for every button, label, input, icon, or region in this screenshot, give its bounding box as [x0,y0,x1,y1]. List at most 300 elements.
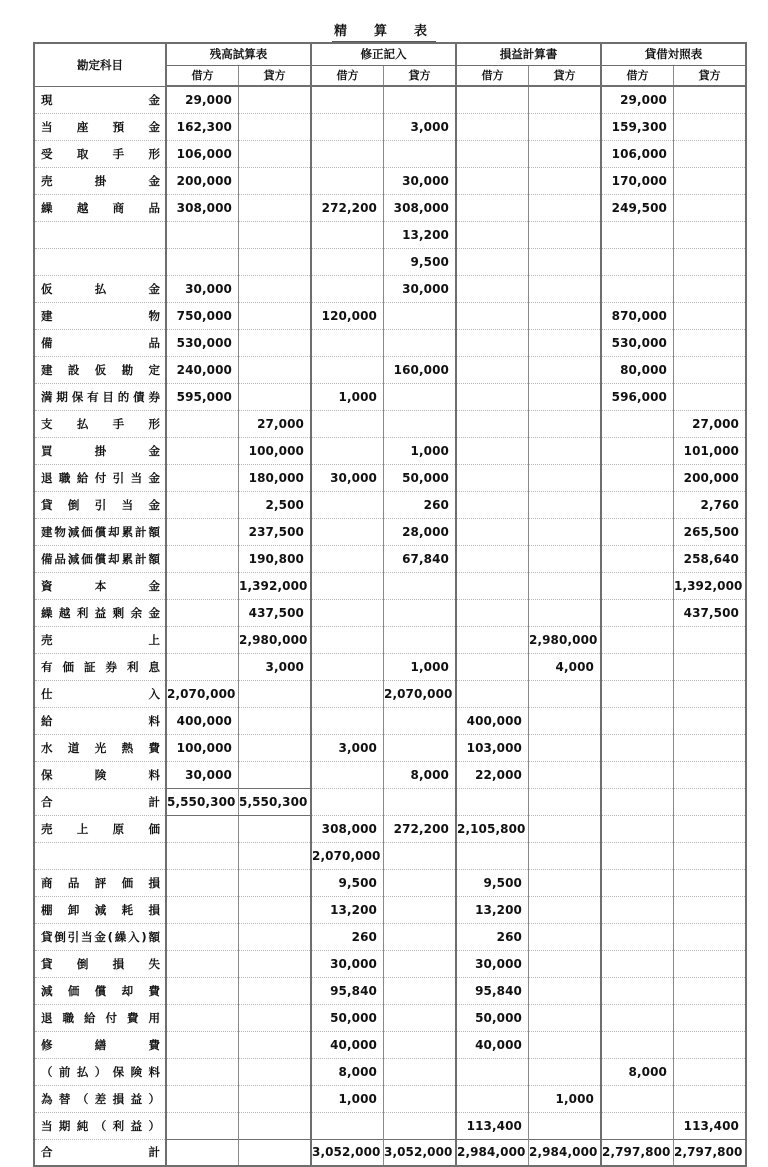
table-cell-value [384,950,457,977]
table-cell-value: 258,640 [674,545,747,572]
table-cell-value [384,977,457,1004]
table-cell-value [601,707,674,734]
table-cell-value [601,410,674,437]
table-cell-value [166,950,239,977]
table-cell-value [166,599,239,626]
table-cell-value [384,383,457,410]
table-cell-value: 870,000 [601,302,674,329]
table-cell-value [456,329,529,356]
table-cell-value [456,680,529,707]
table-cell-value [456,221,529,248]
table-cell-value [529,599,602,626]
account-label-text: 商品評価損 [41,875,160,890]
table-cell-value: 5,550,300 [166,788,239,815]
table-cell-value [529,113,602,140]
table-cell-value [529,1058,602,1085]
table-cell-value [311,707,384,734]
table-cell-value [239,1085,312,1112]
table-cell-value [674,923,747,950]
table-cell-value [239,1112,312,1139]
table-cell-value [456,599,529,626]
group-header-income-statement: 損益計算書 [456,43,601,65]
table-cell-value [674,1031,747,1058]
table-cell-value: 2,070,000 [311,842,384,869]
table-cell-value [311,356,384,383]
table-cell-value: 160,000 [384,356,457,383]
table-cell-value [456,545,529,572]
group-header-trial-balance: 残高試算表 [166,43,311,65]
account-label-text: 仮払金 [41,281,160,296]
table-cell-value [311,1112,384,1139]
table-row [34,1031,746,1058]
table-cell-value: 1,000 [529,1085,602,1112]
table-cell-value: 30,000 [311,464,384,491]
table-cell-value [529,518,602,545]
table-cell-value [601,437,674,464]
table-cell-value [166,842,239,869]
account-label-text: 現金 [41,92,160,107]
table-cell-value: 260 [456,923,529,950]
table-row [34,599,746,626]
table-cell-value [384,707,457,734]
table-cell-value [456,518,529,545]
account-label [34,734,166,761]
table-cell-value [601,221,674,248]
table-cell-value [601,275,674,302]
table-cell-value: 2,797,800 [674,1139,747,1166]
table-cell-value: 308,000 [384,194,457,221]
table-cell-value [166,1112,239,1139]
table-cell-value [239,167,312,194]
table-cell-value [529,464,602,491]
table-cell-value [311,437,384,464]
table-cell-value: 1,392,000 [239,572,312,599]
table-cell-value: 750,000 [166,302,239,329]
table-cell-value [384,1004,457,1031]
account-label [34,1139,166,1166]
table-row [34,518,746,545]
table-cell-value: 67,840 [384,545,457,572]
account-label [34,491,166,518]
table-cell-value [239,1004,312,1031]
subheader-credit-adj: 貸方 [384,65,457,86]
table-row [34,572,746,599]
table-cell-value: 30,000 [384,167,457,194]
table-cell-value [384,1112,457,1139]
subheader-debit-adj: 借方 [311,65,384,86]
table-cell-value [166,518,239,545]
table-cell-value: 8,000 [311,1058,384,1085]
account-label-text: 建物 [41,308,160,323]
table-cell-value [529,842,602,869]
table-cell-value [529,707,602,734]
table-cell-value: 2,980,000 [239,626,312,653]
account-label-text: 繰越商品 [41,200,160,215]
table-cell-value [529,275,602,302]
table-cell-value [601,653,674,680]
subheader-debit-tb: 借方 [166,65,239,86]
table-row [34,707,746,734]
table-row [34,653,746,680]
table-cell-value [384,86,457,113]
table-cell-value [601,788,674,815]
table-cell-value [529,869,602,896]
table-cell-value [529,491,602,518]
table-cell-value [166,545,239,572]
table-cell-value [601,977,674,1004]
table-cell-value [166,1085,239,1112]
account-label [34,896,166,923]
table-cell-value: 2,070,000 [166,680,239,707]
account-label [34,410,166,437]
account-label [34,464,166,491]
account-label [34,518,166,545]
table-cell-value [529,302,602,329]
table-cell-value [311,248,384,275]
table-row [34,896,746,923]
table-row [34,1058,746,1085]
account-label-text: 繰越利益剰余金 [41,605,160,620]
group-header-adjustments: 修正記入 [311,43,456,65]
table-cell-value [674,275,747,302]
table-cell-value: 95,840 [456,977,529,1004]
table-cell-value [239,194,312,221]
account-label [34,653,166,680]
table-cell-value [166,221,239,248]
table-cell-value [239,680,312,707]
account-label [34,923,166,950]
account-label [34,599,166,626]
table-cell-value: 1,000 [311,383,384,410]
table-cell-value [674,896,747,923]
table-cell-value [384,734,457,761]
table-cell-value: 22,000 [456,761,529,788]
table-cell-value [601,464,674,491]
table-cell-value [166,437,239,464]
account-label [34,113,166,140]
table-cell-value: 265,500 [674,518,747,545]
table-cell-value [166,815,239,842]
account-label-text: 建物減価償却累計額 [41,524,160,539]
account-label-text: 売上原価 [41,821,160,836]
account-label [34,356,166,383]
table-row [34,491,746,518]
table-cell-value [311,410,384,437]
account-label [34,1085,166,1112]
table-row [34,410,746,437]
table-row [34,275,746,302]
table-cell-value [384,599,457,626]
account-label [34,194,166,221]
account-label [34,302,166,329]
account-label-text: 為替（差損益） [41,1091,160,1106]
account-label [34,86,166,113]
table-cell-value [311,572,384,599]
account-label [34,707,166,734]
table-cell-value: 50,000 [456,1004,529,1031]
table-cell-value [456,464,529,491]
table-cell-value [384,1058,457,1085]
account-label-text: 減価償却費 [41,983,160,998]
table-cell-value [674,842,747,869]
table-cell-value [384,1031,457,1058]
table-cell-value [529,167,602,194]
table-cell-value [674,329,747,356]
table-cell-value [456,248,529,275]
table-cell-value [674,950,747,977]
account-label [34,140,166,167]
account-label-text: 修繕費 [41,1037,160,1052]
account-label-text: 当座預金 [41,119,160,134]
account-label [34,437,166,464]
table-cell-value: 13,200 [456,896,529,923]
table-row [34,383,746,410]
table-cell-value: 27,000 [239,410,312,437]
account-label [34,167,166,194]
table-cell-value: 190,800 [239,545,312,572]
table-cell-value [674,356,747,383]
table-cell-value [601,1112,674,1139]
table-cell-value [529,545,602,572]
account-label-text: 満期保有目的債券 [41,389,160,404]
table-cell-value [601,518,674,545]
table-cell-value [166,491,239,518]
table-cell-value: 27,000 [674,410,747,437]
table-cell-value: 80,000 [601,356,674,383]
table-cell-value [384,410,457,437]
table-cell-value [384,842,457,869]
table-cell-value: 240,000 [166,356,239,383]
table-cell-value [529,1004,602,1031]
table-cell-value [456,572,529,599]
table-row [34,86,746,113]
account-label [34,545,166,572]
table-row [34,977,746,1004]
account-label-text: 貸倒引当金 [41,497,160,512]
table-cell-value [601,599,674,626]
table-cell-value: 595,000 [166,383,239,410]
table-cell-value [674,383,747,410]
table-cell-value [311,788,384,815]
table-cell-value [529,437,602,464]
table-cell-value [601,680,674,707]
table-cell-value [601,761,674,788]
table-cell-value [456,302,529,329]
table-cell-value [601,1004,674,1031]
table-cell-value: 106,000 [601,140,674,167]
table-cell-value: 3,000 [311,734,384,761]
table-cell-value [601,923,674,950]
table-row [34,248,746,275]
account-label [34,221,166,248]
table-cell-value [239,356,312,383]
table-cell-value [384,329,457,356]
table-row [34,545,746,572]
table-cell-value [674,1058,747,1085]
table-cell-value [311,599,384,626]
table-cell-value: 4,000 [529,653,602,680]
table-cell-value [601,869,674,896]
table-cell-value [456,788,529,815]
table-row [34,140,746,167]
table-cell-value [456,275,529,302]
account-label-text: 備品 [41,335,160,350]
table-cell-value: 400,000 [166,707,239,734]
table-cell-value [239,923,312,950]
table-cell-value [384,626,457,653]
table-cell-value [384,869,457,896]
table-cell-value [311,113,384,140]
table-cell-value [529,329,602,356]
table-cell-value [456,1058,529,1085]
table-cell-value [311,329,384,356]
table-cell-value [456,167,529,194]
table-cell-value [529,572,602,599]
table-cell-value [529,194,602,221]
table-cell-value: 308,000 [311,815,384,842]
table-cell-value [311,167,384,194]
table-cell-value [529,896,602,923]
table-cell-value: 113,400 [674,1112,747,1139]
table-cell-value: 100,000 [239,437,312,464]
table-cell-value: 29,000 [166,86,239,113]
table-row [34,1085,746,1112]
table-cell-value: 106,000 [166,140,239,167]
account-label-text: 建設仮勘定 [41,362,160,377]
table-cell-value [166,1004,239,1031]
table-cell-value [529,788,602,815]
account-label-text: 棚卸減耗損 [41,902,160,917]
table-row [34,221,746,248]
table-cell-value: 2,984,000 [456,1139,529,1166]
account-label-text: 買掛金 [41,443,160,458]
table-cell-value [529,1112,602,1139]
table-cell-value [311,518,384,545]
table-cell-value [384,788,457,815]
table-cell-value: 29,000 [601,86,674,113]
subheader-debit-pl: 借方 [456,65,529,86]
table-cell-value [529,86,602,113]
table-cell-value [166,464,239,491]
table-cell-value [601,572,674,599]
table-cell-value: 5,550,300 [239,788,312,815]
table-cell-value: 9,500 [384,248,457,275]
table-cell-value [456,437,529,464]
table-cell-value [384,896,457,923]
table-row [34,437,746,464]
group-header-balance-sheet: 貸借対照表 [601,43,746,65]
table-cell-value: 50,000 [311,1004,384,1031]
table-cell-value [529,248,602,275]
table-cell-value [166,572,239,599]
table-cell-value: 8,000 [601,1058,674,1085]
table-row [34,680,746,707]
table-cell-value [601,950,674,977]
table-cell-value [166,923,239,950]
table-cell-value [674,977,747,1004]
table-cell-value: 2,980,000 [529,626,602,653]
table-cell-value: 530,000 [166,329,239,356]
account-label-text: 貸倒損失 [41,956,160,971]
table-cell-value: 2,070,000 [384,680,457,707]
table-cell-value: 400,000 [456,707,529,734]
table-row [34,464,746,491]
table-cell-value [529,221,602,248]
account-label-text: 資本金 [41,578,160,593]
account-label-text: 仕入 [41,686,160,701]
subheader-credit-pl: 貸方 [529,65,602,86]
account-label-text: 売上 [41,632,160,647]
table-row [34,113,746,140]
table-cell-value: 3,052,000 [384,1139,457,1166]
account-label-text: 有価証券利息 [41,659,160,674]
table-row [34,869,746,896]
table-cell-value: 103,000 [456,734,529,761]
table-cell-value [529,923,602,950]
table-cell-value: 40,000 [311,1031,384,1058]
account-label [34,1058,166,1085]
table-cell-value [311,545,384,572]
table-cell-value [601,626,674,653]
table-row [34,734,746,761]
subheader-credit-bs: 貸方 [674,65,747,86]
table-cell-value: 120,000 [311,302,384,329]
table-cell-value [239,707,312,734]
table-cell-value: 1,000 [311,1085,384,1112]
table-cell-value [674,113,747,140]
account-label [34,680,166,707]
table-cell-value [674,1004,747,1031]
account-label-text: 水道光熱費 [41,740,160,755]
table-cell-value [674,302,747,329]
table-cell-value: 95,840 [311,977,384,1004]
table-cell-value: 159,300 [601,113,674,140]
table-cell-value [674,734,747,761]
account-label-text: 貸倒引当金(繰入)額 [41,929,160,944]
table-cell-value [529,680,602,707]
table-cell-value [239,761,312,788]
table-cell-value [166,977,239,1004]
account-label-text: 売掛金 [41,173,160,188]
table-cell-value [239,1139,312,1166]
table-cell-value: 50,000 [384,464,457,491]
table-cell-value: 2,760 [674,491,747,518]
table-cell-value [601,842,674,869]
table-cell-value: 3,000 [239,653,312,680]
table-cell-value [384,572,457,599]
table-cell-value [311,86,384,113]
table-cell-value [529,815,602,842]
table-cell-value [456,653,529,680]
table-row [34,815,746,842]
table-cell-value [166,248,239,275]
table-row [34,302,746,329]
table-cell-value [239,977,312,1004]
table-cell-value [674,248,747,275]
table-cell-value [456,410,529,437]
table-cell-value: 30,000 [456,950,529,977]
table-cell-value: 30,000 [311,950,384,977]
worksheet-table [33,42,747,1167]
table-cell-value [674,140,747,167]
account-label [34,869,166,896]
table-cell-value [239,842,312,869]
account-column-header: 勘定科目 [34,43,166,86]
table-cell-value: 1,392,000 [674,572,747,599]
table-cell-value [674,1085,747,1112]
table-cell-value [601,491,674,518]
account-label [34,1031,166,1058]
